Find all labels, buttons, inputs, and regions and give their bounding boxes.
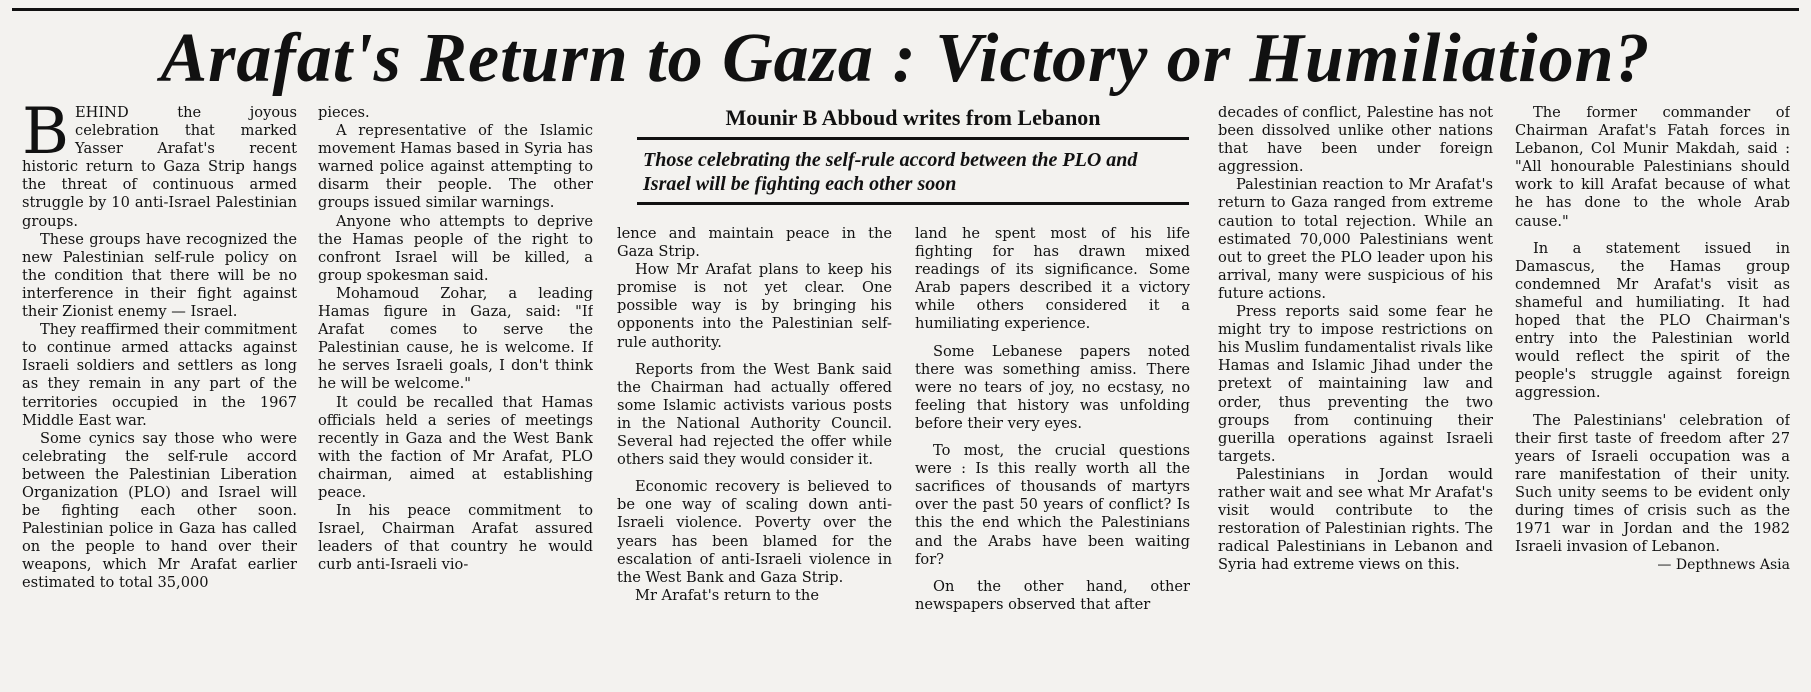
column-6 — [1515, 104, 1790, 690]
col5-paragraph-1: decades of conflict, Palestine has not been dissolved unlike other nations that have been under foreign aggression. — [1218, 104, 1493, 176]
col1-paragraph-1-text: EHIND the joyous celebration that marked Yasser Arafat's recent historic return to Gaza Strip hangs the threat of continuous armed struggle by 10 anti-Israel Palestinian groups. — [22, 104, 297, 230]
col6-paragraph-2: In a statement issued in Damascus, the Hamas group condemned Mr Arafat's visit as shameful and humiliating. It had hoped that the PLO Chairman's entry into the Palestinian world would reflect the spirit of the people's struggle against foreign aggression. — [1515, 239, 1790, 402]
credit-line: — Depthnews Asia — [1657, 557, 1790, 574]
subhead: Those celebrating the self-rule accord between the PLO and Israel will be fighting each other soon — [643, 149, 1138, 195]
column-1 — [22, 104, 297, 690]
col2-paragraph-6: In his peace commitment to Israel, Chairman Arafat assured leaders of that country he would curb anti-Israeli vio- — [318, 502, 593, 574]
col2-paragraph-2: A representative of the Islamic movement Hamas based in Syria has warned police against attempting to disarm their people. The other groups issued similar warnings. — [318, 122, 593, 212]
byline-box — [637, 103, 1189, 205]
column-4 — [915, 225, 1190, 690]
col2-paragraph-1: pieces. — [318, 104, 370, 121]
column-3 — [617, 225, 892, 690]
column-2 — [318, 104, 593, 690]
headline: Arafat's Return to Gaza : Victory or Humiliation? — [160, 20, 1651, 97]
col2-paragraph-4: Mohamoud Zohar, a leading Hamas figure in Gaza, said: "If Arafat comes to serve the Palestinian cause, he is welcome. If he serves Israeli goals, I don't think he will be welcome." — [318, 284, 593, 393]
col4-paragraph-3: To most, the crucial questions were : Is this really worth all the sacrifices of thousands of martyrs over the past 50 years of conflict? Is this the end which the Palestinians and the Arabs have been waiting for? — [915, 442, 1190, 568]
column-5 — [1218, 104, 1493, 690]
col4-paragraph-4: On the other hand, other newspapers observed that after — [915, 577, 1190, 613]
col5-paragraph-4: Palestinians in Jordan would rather wait and see what Mr Arafat's visit would contribute to the restoration of Palestinian rights. The radical Palestinians in Lebanon and Syria had extreme views on this. — [1218, 465, 1493, 574]
col1-paragraph-2: These groups have recognized the new Palestinian self-rule policy on the condition that there will be no interference in their fight against their Zionist enemy — Israel. — [22, 230, 297, 321]
col3-paragraph-1: lence and maintain peace in the Gaza Strip. — [617, 225, 892, 261]
col3-paragraph-2: How Mr Arafat plans to keep his promise is not yet clear. One possible way is by bringing his opponents into the Palestinian self-rule authority. — [617, 261, 892, 351]
col5-paragraph-3: Press reports said some fear he might try to impose restrictions on his Muslim fundamentalist rivals like Hamas and Islamic Jihad under the pretext of maintaining law and order, thus preventing the two groups from continuing their guerilla operations against Israeli targets. — [1218, 303, 1493, 465]
col1-paragraph-1 — [22, 104, 297, 231]
col1-paragraph-3: They reaffirmed their commitment to continue armed attacks against Israeli soldiers and settlers as long as they remain in any part of the territories occupied in the 1967 Middle East war. — [22, 321, 297, 429]
byline-rule — [637, 137, 1189, 140]
col6-paragraph-3: The Palestinians' celebration of their first taste of freedom after 27 years of Israeli occupation was a rare manifestation of their unity. Such unity seems to be evident only during times of crisis such as the 1971 war in Jordan and the 1982 Israeli invasion of Lebanon. — [1515, 411, 1790, 556]
col6-paragraph-1: The former commander of Chairman Arafat's Fatah forces in Lebanon, Col Munir Makdah, said : "All honourable Palestinians should work to kill Arafat because of what he has done to the whole Arab cause." — [1515, 104, 1790, 230]
col3-paragraph-3: Reports from the West Bank said the Chairman had actually offered some Islamic activists various posts in the National Authority Council. Several had rejected the offer while others said they would consider it. — [617, 360, 892, 469]
col2-paragraph-3: Anyone who attempts to deprive the Hamas people of the right to confront Israel will be killed, a group spokesman said. — [318, 212, 593, 284]
top-rule — [12, 8, 1799, 11]
col5-paragraph-2: Palestinian reaction to Mr Arafat's return to Gaza ranged from extreme caution to total rejection. While an estimated 70,000 Palestinians went out to greet the PLO leader upon his arrival, many were suspicious of his future actions. — [1218, 176, 1493, 302]
col2-paragraph-5: It could be recalled that Hamas officials held a series of meetings recently in Gaza and the West Bank with the faction of Mr Arafat, PLO chairman, aimed at establishing peace. — [318, 393, 593, 501]
byline: Mounir B Abboud writes from Lebanon — [725, 105, 1101, 130]
col4-paragraph-2: Some Lebanese papers noted there was something amiss. There were no tears of joy, no ecstasy, no feeling that history was unfolding before their very eyes. — [915, 342, 1190, 432]
subhead-rule — [637, 202, 1189, 205]
col3-paragraph-4: Economic recovery is believed to be one way of scaling down anti-Israeli violence. Poverty over the years has been blamed for the escalation of anti-Israeli violence in the West Bank and Gaza Strip. — [617, 478, 892, 586]
dropcap: B — [22, 104, 70, 169]
col3-paragraph-5: Mr Arafat's return to the — [635, 586, 819, 604]
col1-paragraph-4: Some cynics say those who were celebrating the self-rule accord between the Palestinian Liberation Organization (PLO) and Israel will be fighting each other soon. Palestinian police in Gaza has called on the people to hand over their weapons, which Mr Arafat earlier estimated to total 35,000 — [22, 429, 297, 592]
col4-paragraph-1: land he spent most of his life fighting for has drawn mixed readings of its significance. Some Arab papers described it a victory while others considered it a humiliating experience. — [915, 225, 1190, 333]
